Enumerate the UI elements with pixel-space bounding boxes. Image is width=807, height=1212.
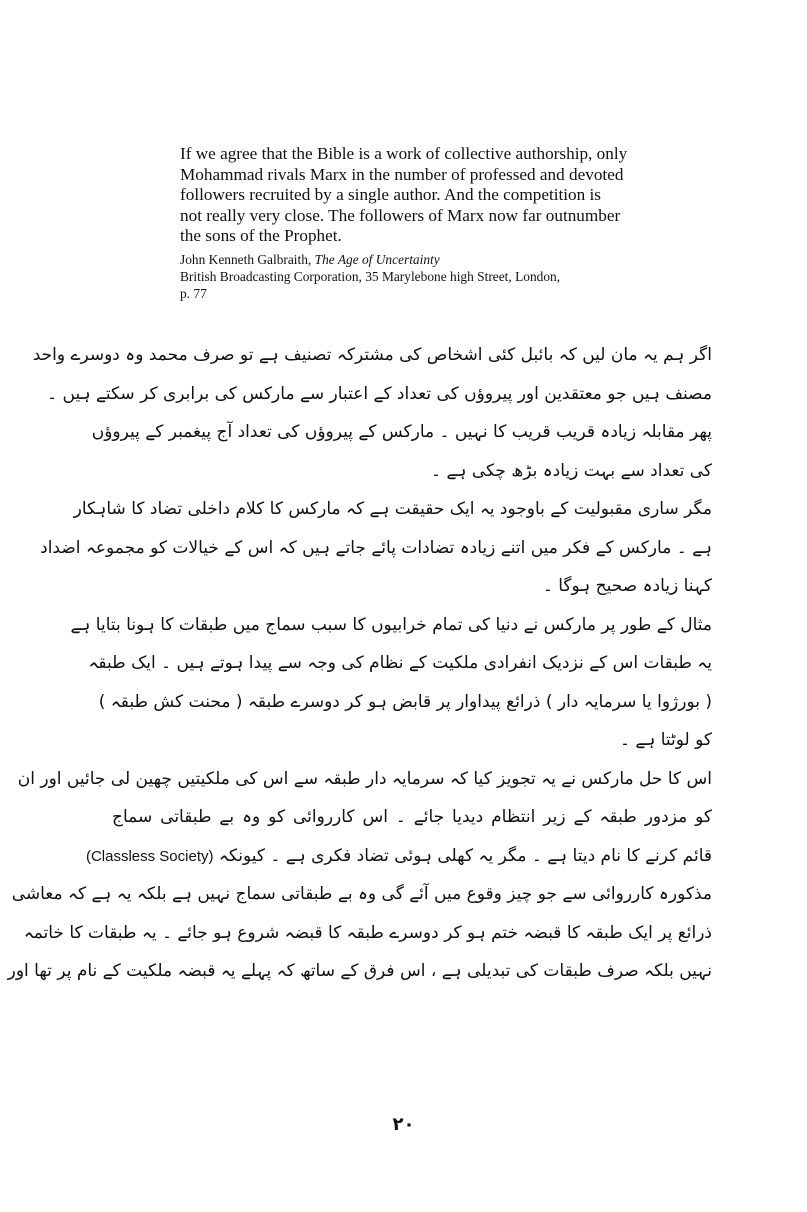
- urdu-line: مگر ساری مقبولیت کے باوجود یہ ایک حقیقت ہے کہ مارکس کا کلام داخلی تضاد کا شاہکار: [73, 499, 712, 519]
- urdu-line: مصنف ہیں جو معتقدین اور پیروؤں کی تعداد کے اعتبار سے مارکس کی برابری کر سکتے ہیں ۔: [47, 383, 712, 404]
- urdu-line: اگر ہم یہ مان لیں کہ بائبل کئی اشخاص کی مشترکہ تصنیف ہے تو صرف محمد وہ دوسرے واحد: [32, 345, 712, 365]
- epigraph-citation: [180, 251, 720, 302]
- quote-line: followers recruited by a single author. And the competition is: [180, 185, 602, 204]
- urdu-line: ہے ۔ مارکس کے فکر میں اتنے زیادہ تضادات پائے جاتے ہیں کہ اس کے خیالات کو مجموعہ اضداد: [40, 537, 712, 558]
- urdu-line: نہیں بلکہ صرف طبقات کی تبدیلی ہے ، اس فرق کے ساتھ کہ پہلے یہ قبضہ ملکیت کے نام پر تھا اور: [7, 961, 712, 981]
- urdu-body-text: [7, 336, 712, 991]
- citation-publisher: British Broadcasting Corporation, 35 Marylebone high Street, London,: [180, 268, 561, 284]
- urdu-line: کہنا زیادہ صحیح ہوگا ۔: [542, 576, 712, 596]
- quote-line: not really very close. The followers of Marx now far outnumber: [180, 205, 621, 225]
- quote-line: the sons of the Prophet.: [180, 226, 342, 245]
- classless-society-label: (Classless Society): [85, 847, 214, 865]
- urdu-line-with-english: [85, 837, 712, 876]
- urdu-line: ذرائع پر ایک طبقہ کا قبضہ ختم ہو کر دوسرے طبقہ کا قبضہ شروع ہو جائے ۔ یہ طبقات کا خاتمہ: [23, 922, 712, 943]
- citation-page-ref: p. 77: [180, 285, 207, 301]
- page-number: ۲۰: [392, 1114, 415, 1135]
- citation-book-title: The Age of Uncertainty: [314, 251, 440, 267]
- urdu-line: پھر مقابلہ زیادہ قریب قریب کا نہیں ۔ مارکس کے پیروؤں کی تعداد آج پیغمبر کے پیروؤں: [91, 422, 712, 442]
- quote-line: Mohammad rivals Marx in the number of professed and devoted: [180, 164, 624, 184]
- quote-line: If we agree that the Bible is a work of collective authorship, only: [180, 144, 628, 163]
- urdu-line: مثال کے طور پر مارکس نے دنیا کی تمام خرابیوں کا سبب سماج میں طبقات کا ہونا بتایا ہے: [70, 614, 712, 635]
- urdu-line: اس کا حل مارکس نے یہ تجویز کیا کہ سرمایہ دار طبقہ سے اس کی ملکیتیں چھین لی جائیں اور ان: [17, 768, 712, 789]
- citation-author: John Kenneth Galbraith,: [180, 251, 315, 267]
- epigraph-quote: [180, 144, 720, 247]
- urdu-line: ( بورژوا یا سرمایہ دار ) ذرائع پیداوار پر قابض ہو کر دوسرے طبقہ ( محنت کش طبقہ ): [98, 691, 712, 712]
- citation-author-line: [180, 251, 720, 268]
- urdu-line: کو لوٹتا ہے ۔: [620, 730, 712, 750]
- urdu-line: کی تعداد سے بہت زیادہ بڑھ چکی ہے ۔: [431, 460, 712, 481]
- urdu-line: یہ طبقات اس کے نزدیک انفرادی ملکیت کے نظام کی وجہ سے پیدا ہوتے ہیں ۔ ایک طبقہ: [88, 653, 712, 673]
- urdu-line: کو مزدور طبقہ کے زیر انتظام دیدیا جائے ۔ اس کارروائی کو وہ بے طبقاتی سماج: [112, 807, 712, 827]
- epigraph: [180, 144, 720, 302]
- urdu-line-text: قائم کرنے کا نام دیتا ہے ۔ مگر یہ کھلی ہوئی تضاد فکری ہے ۔ کیونکہ: [218, 845, 712, 866]
- urdu-line: مذکورہ کارروائی سے جو چیز وقوع میں آئے گی وہ بے طبقاتی سماج نہیں ہے بلکہ یہ ہے کہ معاشی: [11, 884, 712, 904]
